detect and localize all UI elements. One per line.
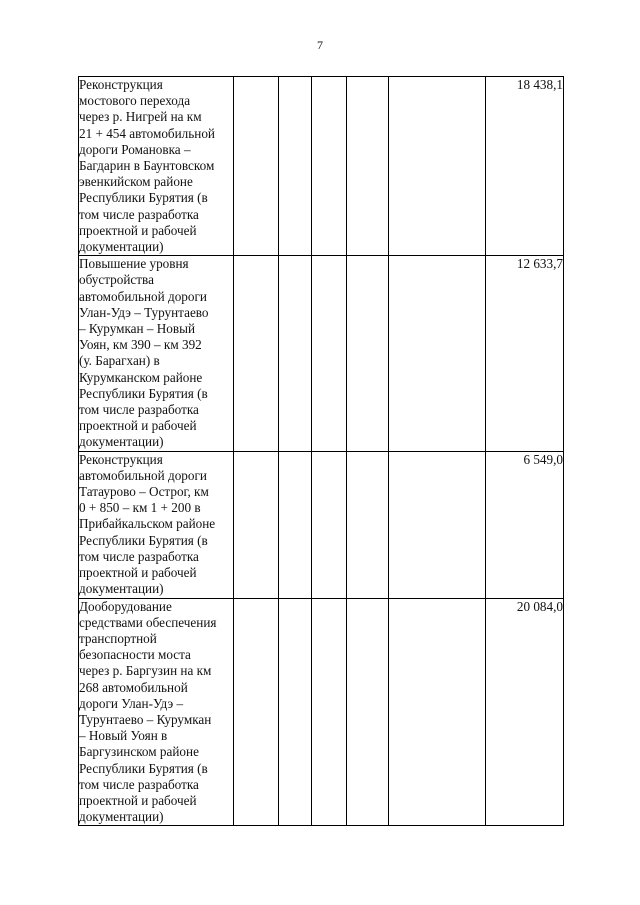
description-line: 0 + 850 – км 1 + 200 в bbox=[79, 500, 201, 516]
description-line: – Новый Уоян в bbox=[79, 728, 168, 744]
description-line: транспортной bbox=[79, 630, 157, 646]
table-row bbox=[79, 451, 564, 598]
empty-cell bbox=[234, 256, 279, 451]
description-line: том числе разработка bbox=[79, 548, 199, 564]
description-line: Баргузинском районе bbox=[79, 744, 199, 760]
description-line: документации) bbox=[79, 581, 164, 597]
page-number: 7 bbox=[317, 38, 323, 52]
amount-cell: 18 438,1 bbox=[486, 77, 564, 256]
description-line: Курумканском районе bbox=[79, 369, 203, 385]
empty-cell bbox=[389, 256, 486, 451]
description-line: дороги Улан-Удэ – bbox=[79, 695, 184, 711]
empty-cell bbox=[279, 451, 312, 598]
description-line: 21 + 454 автомобильной bbox=[79, 125, 215, 141]
description-line: (у. Барагхан) в bbox=[79, 353, 160, 369]
description-line: том числе разработка bbox=[79, 776, 199, 792]
description-line: документации) bbox=[79, 434, 164, 450]
description-line: Татаурово – Острог, км bbox=[79, 484, 209, 500]
amount-cell: 12 633,7 bbox=[486, 256, 564, 451]
description-line: 268 автомобильной bbox=[79, 679, 188, 695]
description-line: Уоян, км 390 – км 392 bbox=[79, 337, 202, 353]
table-row bbox=[79, 77, 564, 256]
empty-cell bbox=[234, 77, 279, 256]
description-line: через р. Баргузин на км bbox=[79, 663, 212, 679]
amount-cell: 20 084,0 bbox=[486, 598, 564, 826]
description-line: проектной и рабочей bbox=[79, 792, 197, 808]
empty-cell bbox=[312, 256, 347, 451]
empty-cell bbox=[389, 77, 486, 256]
empty-cell bbox=[389, 598, 486, 826]
description-line: том числе разработка bbox=[79, 206, 199, 222]
description-line: проектной и рабочей bbox=[79, 565, 197, 581]
description-line: Республики Бурятия (в bbox=[79, 760, 208, 776]
description-line: Улан-Удэ – Турунтаево bbox=[79, 304, 209, 320]
description-line: безопасности моста bbox=[79, 647, 191, 663]
description-line: эвенкийском районе bbox=[79, 174, 193, 190]
empty-cell bbox=[312, 77, 347, 256]
description-line: проектной и рабочей bbox=[79, 418, 197, 434]
description-line: документации) bbox=[79, 809, 164, 825]
description-line: средствами обеспечения bbox=[79, 614, 217, 630]
description-line: Багдарин в Баунтовском bbox=[79, 158, 215, 174]
empty-cell bbox=[389, 451, 486, 598]
project-description-cell bbox=[79, 256, 234, 451]
empty-cell bbox=[312, 598, 347, 826]
empty-cell bbox=[279, 598, 312, 826]
description-line: Повышение уровня bbox=[79, 256, 189, 272]
description-line: Республики Бурятия (в bbox=[79, 190, 208, 206]
empty-cell bbox=[347, 598, 389, 826]
empty-cell bbox=[347, 451, 389, 598]
project-description-cell bbox=[79, 451, 234, 598]
description-line: через р. Нигрей на км bbox=[79, 109, 202, 125]
description-line: дороги Романовка – bbox=[79, 141, 191, 157]
empty-cell bbox=[279, 77, 312, 256]
project-description-cell bbox=[79, 598, 234, 826]
table-row bbox=[79, 598, 564, 826]
description-line: Дооборудование bbox=[79, 598, 172, 614]
empty-cell bbox=[347, 77, 389, 256]
empty-cell bbox=[347, 256, 389, 451]
description-line: Республики Бурятия (в bbox=[79, 385, 208, 401]
description-line: мостового перехода bbox=[79, 93, 191, 109]
amount-cell: 6 549,0 bbox=[486, 451, 564, 598]
table-row bbox=[79, 256, 564, 451]
empty-cell bbox=[312, 451, 347, 598]
empty-cell bbox=[234, 598, 279, 826]
empty-cell bbox=[279, 256, 312, 451]
description-line: документации) bbox=[79, 239, 164, 255]
description-line: автомобильной дороги bbox=[79, 467, 207, 483]
description-line: Республики Бурятия (в bbox=[79, 532, 208, 548]
empty-cell bbox=[234, 451, 279, 598]
description-line: том числе разработка bbox=[79, 402, 199, 418]
funding-table bbox=[78, 76, 564, 826]
project-description-cell bbox=[79, 77, 234, 256]
description-line: автомобильной дороги bbox=[79, 288, 207, 304]
description-line: Реконструкция bbox=[79, 77, 163, 92]
description-line: проектной и рабочей bbox=[79, 222, 197, 238]
description-line: – Курумкан – Новый bbox=[79, 321, 196, 337]
description-line: обустройства bbox=[79, 272, 154, 288]
description-line: Турунтаево – Курумкан bbox=[79, 711, 212, 727]
description-line: Реконструкция bbox=[79, 451, 163, 467]
description-line: Прибайкальском районе bbox=[79, 516, 216, 532]
